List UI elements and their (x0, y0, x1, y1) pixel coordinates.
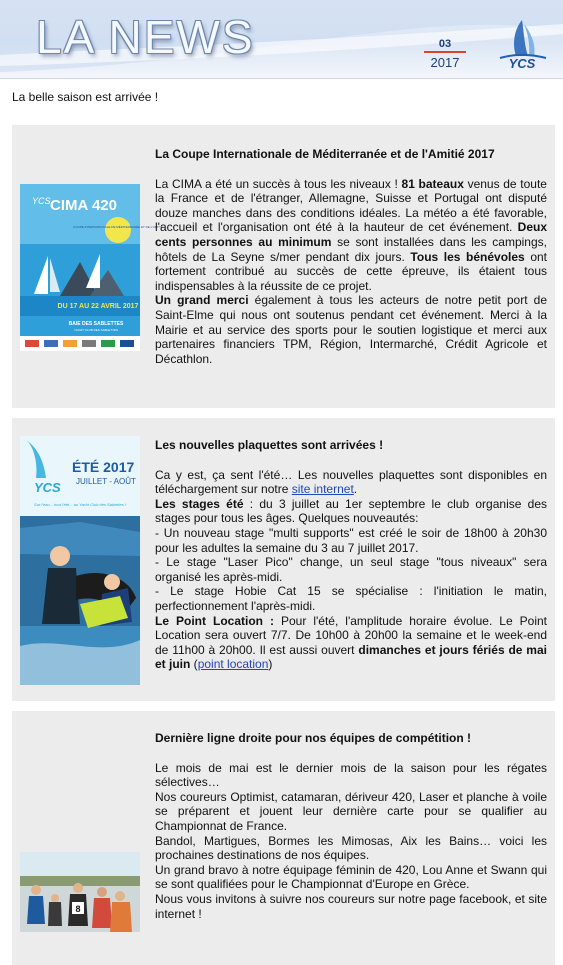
svg-text:YACHT CLUB DES SABLETTES: YACHT CLUB DES SABLETTES (74, 328, 118, 332)
issue-number: 03 (438, 38, 452, 50)
intro-text: La belle saison est arrivée ! (12, 90, 159, 104)
article-body-plaquettes (155, 438, 547, 672)
cima-poster-image[interactable] (20, 184, 163, 351)
svg-text:8: 8 (75, 904, 81, 914)
article-paragraph: - Le stage "Laser Pico" change, un seul stage "tous niveaux" sera organisé les après-midi. (155, 555, 547, 584)
svg-text:Sur l'eau... tout l'été... au: Sur l'eau... tout l'été... au Yacht Club des Sablettes ! (34, 502, 126, 507)
ycs-logo[interactable] (494, 14, 550, 70)
article-body-competition (155, 731, 547, 921)
issue-divider (424, 51, 466, 53)
site-internet-link[interactable]: site internet (291, 482, 354, 497)
svg-text:DU 17 AU 22 AVRIL 2017: DU 17 AU 22 AVRIL 2017 (57, 303, 139, 310)
svg-text:COUPE INTERNATIONALE DE MÉDITE: COUPE INTERNATIONALE DE MÉDITERRANÉE ET DE L'AMITIÉ (73, 225, 163, 229)
article-card-plaquettes (12, 418, 555, 701)
point-location-link[interactable]: point location (197, 657, 269, 672)
article-paragraph: Ca y est, ça sent l'été… Les nouvelles plaquettes sont disponibles en téléchargement sur notre site internet. (155, 467, 547, 497)
article-paragraph: Un grand bravo à notre équipage féminin de 420, Lou Anne et Swann qui se sont qualifiées pour le Championnat d'Europe en Grèce. (155, 862, 547, 892)
issue-year: 2017 (430, 55, 460, 70)
svg-text:BAIE DES SABLETTES: BAIE DES SABLETTES (68, 321, 124, 327)
issue-indicator (424, 38, 466, 70)
article-paragraph: - Le stage Hobie Cat 15 se spécialise : l'initiation le matin, perfectionnement l'après-midi. (155, 584, 547, 613)
article-paragraph: Bandol, Martigues, Bormes les Mimosas, Aix les Bains… voici les prochaines destinations de nos équipes. (155, 833, 547, 863)
article-card-competition (12, 711, 555, 965)
competition-team-photo[interactable] (20, 852, 140, 932)
article-title: Dernière ligne droite pour nos équipes de compétition ! (155, 731, 472, 745)
ete-2017-brochure-image[interactable] (20, 436, 140, 685)
svg-text:CIMA 420: CIMA 420 (50, 197, 117, 214)
article-paragraph: Le Point Location : Pour l'été, l'amplitude horaire évolue. Le Point Location sera ouvert 7/7. De 10h00 à 20h00 la semaine et le week-end de 11h00 à 20h00. Il est aussi ouvert dimanches et jours fériés de mai et juin (point location) (155, 613, 548, 672)
newsletter-title: LA NEWS (36, 11, 255, 63)
article-paragraph: - Un nouveau stage "multi supports" est créé le soir de 18h00 à 20h30 pour les adultes la semaine du 3 au 7 juillet 2017. (155, 525, 547, 555)
article-paragraph: La CIMA a été un succès à tous les niveaux ! 81 bateaux venus de toute la France et de l'étranger, Allemagne, Suisse et Portugal ont disputé douze manches dans des conditions idéales. La météo a été favorable, l'accueil et l'organisation ont été à la hauteur de cet événement. Deux cents personnes au minimum se sont installées dans les campings, hôtels de La Seyne s/mer pendant dix jours. Tous les bénévoles ont fortement contribué au succès de cette épreuve, ils étaient tous indispensables à la réussite de ce projet. (155, 176, 547, 293)
article-body-cima (155, 147, 547, 366)
cima-poster-graphic (20, 184, 163, 351)
article-paragraph: Le mois de mai est le dernier mois de la saison pour les régates sélectives… (155, 760, 547, 790)
svg-text:YCS: YCS (508, 56, 536, 71)
team-photo-graphic (20, 852, 140, 932)
article-paragraph: Les stages été : du 3 juillet au 1er septembre le club organise des stages pour tous les âges. Quelques nouveautés: (155, 496, 547, 526)
article-paragraph: Un grand merci également à tous les acteurs de notre petit port de Saint-Elme qui nous ont soutenus pendant cet événement. Merci à la Mairie et au service des sports pour le soutien logistique et merci aux partenaires financiers TPM, Région, Intermarché, Crédit Agricole et Décathlon. (155, 293, 547, 366)
article-title: La Coupe Internationale de Méditerranée et de l'Amitié 2017 (155, 147, 495, 161)
svg-text:ÉTÉ 2017: ÉTÉ 2017 (72, 459, 135, 475)
svg-text:YCS: YCS (32, 196, 51, 206)
article-paragraph: Nos coureurs Optimist, catamaran, dériveur 420, Laser et planche à voile se préparent et jouent leur dernière carte pour se qualifier au Championnat de France. (155, 789, 547, 833)
article-card-cima (12, 125, 555, 408)
newsletter-header (0, 0, 563, 79)
article-paragraph: Nous vous invitons à suivre nos coureurs sur notre page facebook, et site internet ! (155, 891, 547, 921)
article-title: Les nouvelles plaquettes sont arrivées ! (155, 438, 384, 452)
brochure-graphic (20, 436, 140, 685)
svg-text:JUILLET - AOÛT: JUILLET - AOÛT (76, 477, 136, 486)
svg-text:YCS: YCS (34, 480, 61, 495)
